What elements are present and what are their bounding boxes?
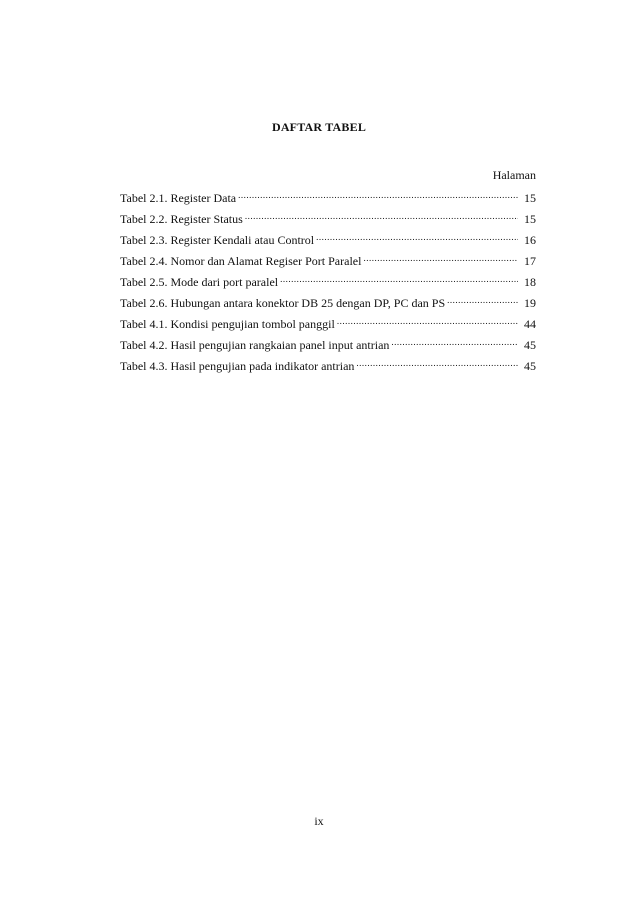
- dot-leader: [447, 293, 518, 307]
- entry-label: Tabel 2.2. Register Status: [120, 212, 243, 226]
- entry-label: Tabel 2.3. Register Kendali atau Control: [120, 233, 315, 247]
- list-item: [120, 335, 536, 356]
- entry-page: 15: [524, 212, 536, 226]
- dot-leader: [356, 356, 518, 370]
- list-item: [120, 188, 536, 209]
- dot-leader: [363, 251, 518, 265]
- list-item: [120, 293, 536, 314]
- column-header-halaman: Halaman: [492, 168, 536, 182]
- entry-label: Tabel 4.2. Hasil pengujian rangkaian panel input antrian: [120, 338, 390, 352]
- table-of-tables-list: [120, 188, 536, 377]
- list-item: [120, 251, 536, 272]
- entry-page: 44: [524, 317, 536, 331]
- dot-leader: [245, 209, 518, 223]
- entry-label: Tabel 4.1. Kondisi pengujian tombol panggil: [120, 317, 335, 331]
- list-item: [120, 272, 536, 293]
- entry-label: Tabel 4.3. Hasil pengujian pada indikator antrian: [120, 359, 355, 373]
- entry-page: 45: [524, 338, 536, 352]
- entry-page: 15: [524, 191, 536, 205]
- dot-leader: [337, 314, 518, 328]
- list-item: [120, 356, 536, 377]
- page-title: DAFTAR TABEL: [271, 120, 367, 134]
- dot-leader: [238, 188, 518, 202]
- list-item: [120, 230, 536, 251]
- dot-leader: [391, 335, 518, 349]
- list-item: [120, 209, 536, 230]
- entry-label: Tabel 2.6. Hubungan antara konektor DB 25 dengan DP, PC dan PS: [120, 296, 446, 310]
- dot-leader: [280, 272, 518, 286]
- entry-label: Tabel 2.4. Nomor dan Alamat Regiser Port Paralel: [120, 254, 362, 268]
- entry-page: 45: [524, 359, 536, 373]
- entry-page: 17: [524, 254, 536, 268]
- entry-page: 16: [524, 233, 536, 247]
- page-number: ix: [314, 814, 324, 828]
- list-item: [120, 314, 536, 335]
- dot-leader: [316, 230, 518, 244]
- entry-page: 18: [524, 275, 536, 289]
- entry-label: Tabel 2.1. Register Data: [120, 191, 237, 205]
- entry-page: 19: [524, 296, 536, 310]
- entry-label: Tabel 2.5. Mode dari port paralel: [120, 275, 279, 289]
